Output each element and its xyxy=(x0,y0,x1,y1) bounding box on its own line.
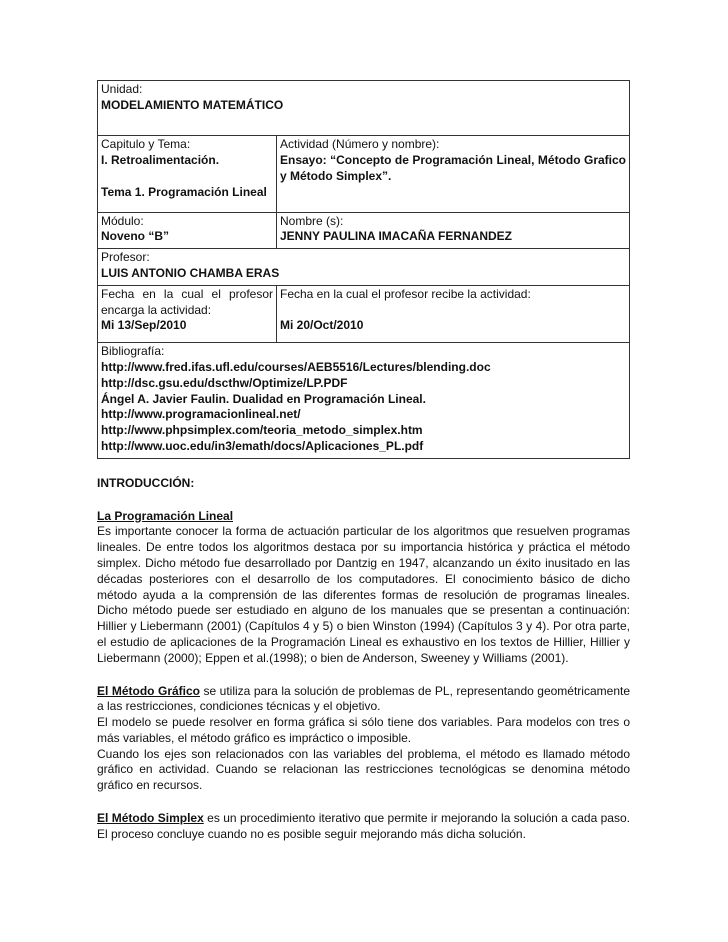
simplex-heading: El Método Simplex xyxy=(97,811,204,826)
bibliografia-item: http://dsc.gsu.edu/dscthw/Optimize/LP.PDF xyxy=(101,375,348,390)
bibliografia-item: http://www.fred.ifas.ufl.edu/courses/AEB5516/Lectures/blending.doc xyxy=(101,359,491,374)
fecha-encarga-label: Fecha en la cual el profesor encarga la actividad: xyxy=(101,286,273,317)
capitulo-label: Capitulo y Tema: xyxy=(101,137,191,152)
bibliografia-item: http://www.phpsimplex.com/teoria_metodo_simplex.htm xyxy=(101,423,423,438)
simplex-paragraph xyxy=(97,811,630,843)
capitulo-value: I. Retroalimentación. xyxy=(101,153,220,168)
row-capitulo-actividad xyxy=(98,136,630,212)
unidad-value: MODELAMIENTO MATEMÁTICO xyxy=(101,97,284,112)
actividad-label: Actividad (Número y nombre): xyxy=(280,137,440,152)
grafico-heading: El Método Gráfico xyxy=(97,683,200,698)
simplex-text: es un procedimiento iterativo que permite ir mejorando la solución a cada paso. El proceso concluye cuando no es posible seguir mejorando más dicha solución. xyxy=(97,811,630,841)
row-bibliografia xyxy=(98,343,630,459)
tema-value: Tema 1. Programación Lineal xyxy=(101,184,267,199)
fecha-recibe-label: Fecha en la cual el profesor recibe la actividad: xyxy=(280,286,531,301)
row-unidad xyxy=(98,81,630,136)
cell-capitulo xyxy=(98,136,277,212)
cell-nombre xyxy=(277,212,630,249)
cell-actividad xyxy=(277,136,630,212)
nombre-label: Nombre (s): xyxy=(280,213,344,228)
modulo-label: Módulo: xyxy=(101,213,144,228)
pl-heading: La Programación Lineal xyxy=(97,508,234,523)
actividad-value: Ensayo: “Concepto de Programación Lineal, Método Grafico y Método Simplex”. xyxy=(280,153,626,183)
cell-bibliografia xyxy=(98,343,630,459)
grafico-section xyxy=(97,684,630,795)
cell-modulo xyxy=(98,212,277,249)
profesor-value: LUIS ANTONIO CHAMBA ERAS xyxy=(101,265,280,280)
grafico-text-1: se utiliza para la solución de problemas de PL, representando geométricamente a las restricciones, condiciones técnicas y el objetivo. xyxy=(97,683,630,714)
fecha-encarga-value: Mi 13/Sep/2010 xyxy=(101,318,187,333)
row-fechas xyxy=(98,285,630,342)
bibliografia-item: http://www.uoc.edu/in3/emath/docs/Aplicaciones_PL.pdf xyxy=(101,438,424,453)
row-profesor xyxy=(98,249,630,286)
row-modulo-nombre xyxy=(98,212,630,249)
fecha-recibe-value: Mi 20/Oct/2010 xyxy=(280,318,364,333)
profesor-label: Profesor: xyxy=(101,250,150,265)
cell-fecha-recibe xyxy=(277,285,630,342)
header-info-table xyxy=(97,80,630,459)
cell-unidad xyxy=(98,81,630,136)
unidad-label: Unidad: xyxy=(101,82,143,96)
bibliografia-item: http://www.programacionlineal.net/ xyxy=(101,407,301,422)
bibliografia-label: Bibliografía: xyxy=(101,344,165,359)
simplex-section xyxy=(97,811,630,843)
pl-paragraph: Es importante conocer la forma de actuación particular de los algoritmos que resuelven programas lineales. De entre todos los algoritmos destaca por su importancia histórica y práctica el método simplex. Dicho método fue desarrollado por Dantzig en 1947, alcanzando un éxito inusitado en las décadas posteriores con el desarrollo de los computadores. El conocimiento básico de dicho método ayuda a la comprensión de las diferentes formas de resolución de programas lineales. Dicho método puede ser estudiado en alguno de los manuales que se presentan a continuación: Hillier y Liebermann (2001) (Capítulos 4 y 5) o bien Winston (1994) (Capítulos 3 y 4). Por otra parte, el estudio de aplicaciones de la Programación Lineal es exhaustivo en los textos de Hillier, Hillier y Liebermann (2000); Eppen et al.(1998); o bien de Anderson, Sweeney y Williams (2001). xyxy=(97,524,630,665)
cell-profesor xyxy=(98,249,630,286)
nombre-value: JENNY PAULINA IMACAÑA FERNANDEZ xyxy=(280,229,513,244)
document-page xyxy=(97,80,630,843)
modulo-value: Noveno “B” xyxy=(101,229,170,244)
intro-heading: INTRODUCCIÓN: xyxy=(97,475,195,490)
cell-fecha-encarga xyxy=(98,285,277,342)
grafico-paragraph-1 xyxy=(97,684,630,716)
bibliografia-item: Ángel A. Javier Faulin. Dualidad en Programación Lineal. xyxy=(101,391,426,406)
grafico-paragraph-2: El modelo se puede resolver en forma gráfica si sólo tiene dos variables. Para modelos con tres o más variables, el método gráfico es impráctico o imposible. xyxy=(97,715,630,745)
grafico-paragraph-3: Cuando los ejes son relacionados con las variables del problema, el método es llamado método gráfico en actividad. Cuando se relacionan las restricciones tecnológicas se denomina método gráfico en recursos. xyxy=(97,746,630,793)
